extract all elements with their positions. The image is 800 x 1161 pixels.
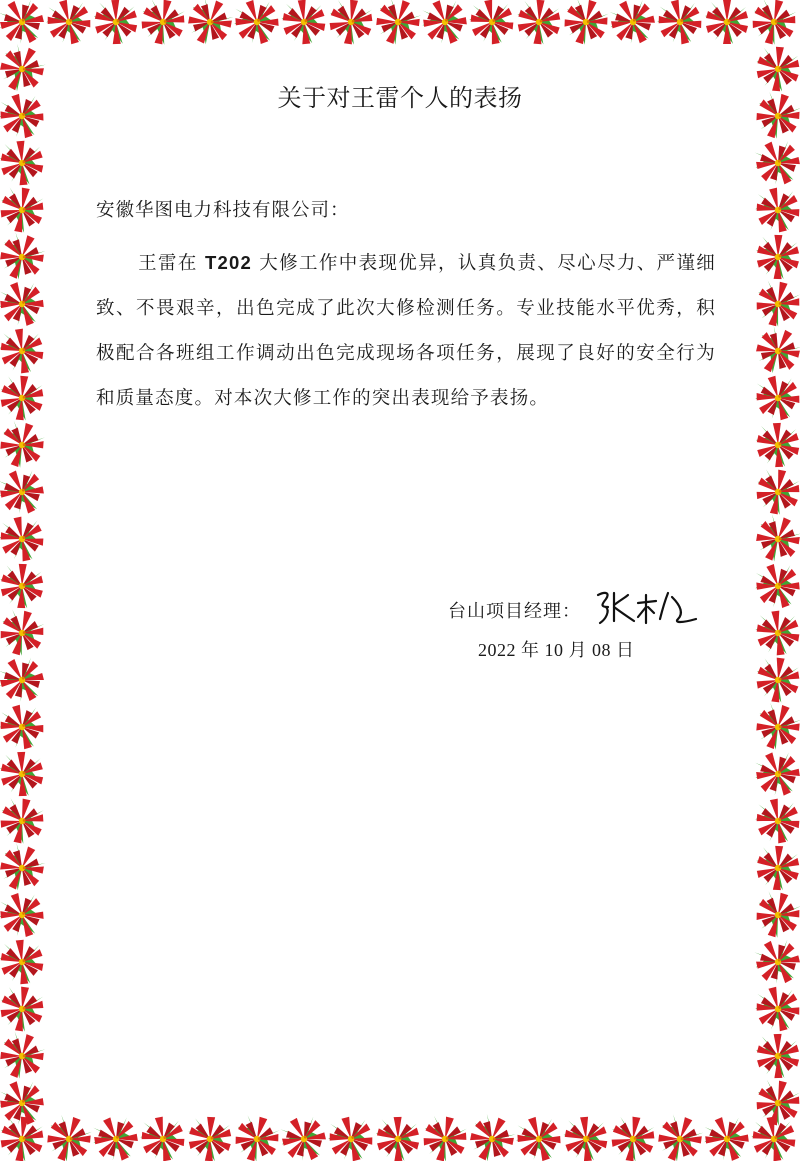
salutation: 安徽华图电力科技有限公司：: [96, 200, 350, 221]
body-rest: 大修工作中表现优异，认真负责、尽心尽力、严谨细致、不畏艰辛，出色完成了此次大修检测任务。专业技能水平优秀，积极配合各班组工作调动出色完成现场各项任务，展现了良好的安全行为和质量态度。对本次大修工作的突出表现给予表扬。: [96, 253, 716, 409]
letter-title: 关于对王雷个人的表扬: [277, 84, 523, 112]
letter-date: 2022 年 10 月 08 日: [478, 640, 635, 660]
body-prefix: 王雷在: [138, 253, 206, 274]
equipment-id: T202: [205, 252, 252, 273]
signer-label: 台山项目经理：: [448, 601, 581, 622]
handwritten-signature: [592, 585, 702, 627]
letter-body: [96, 240, 716, 421]
